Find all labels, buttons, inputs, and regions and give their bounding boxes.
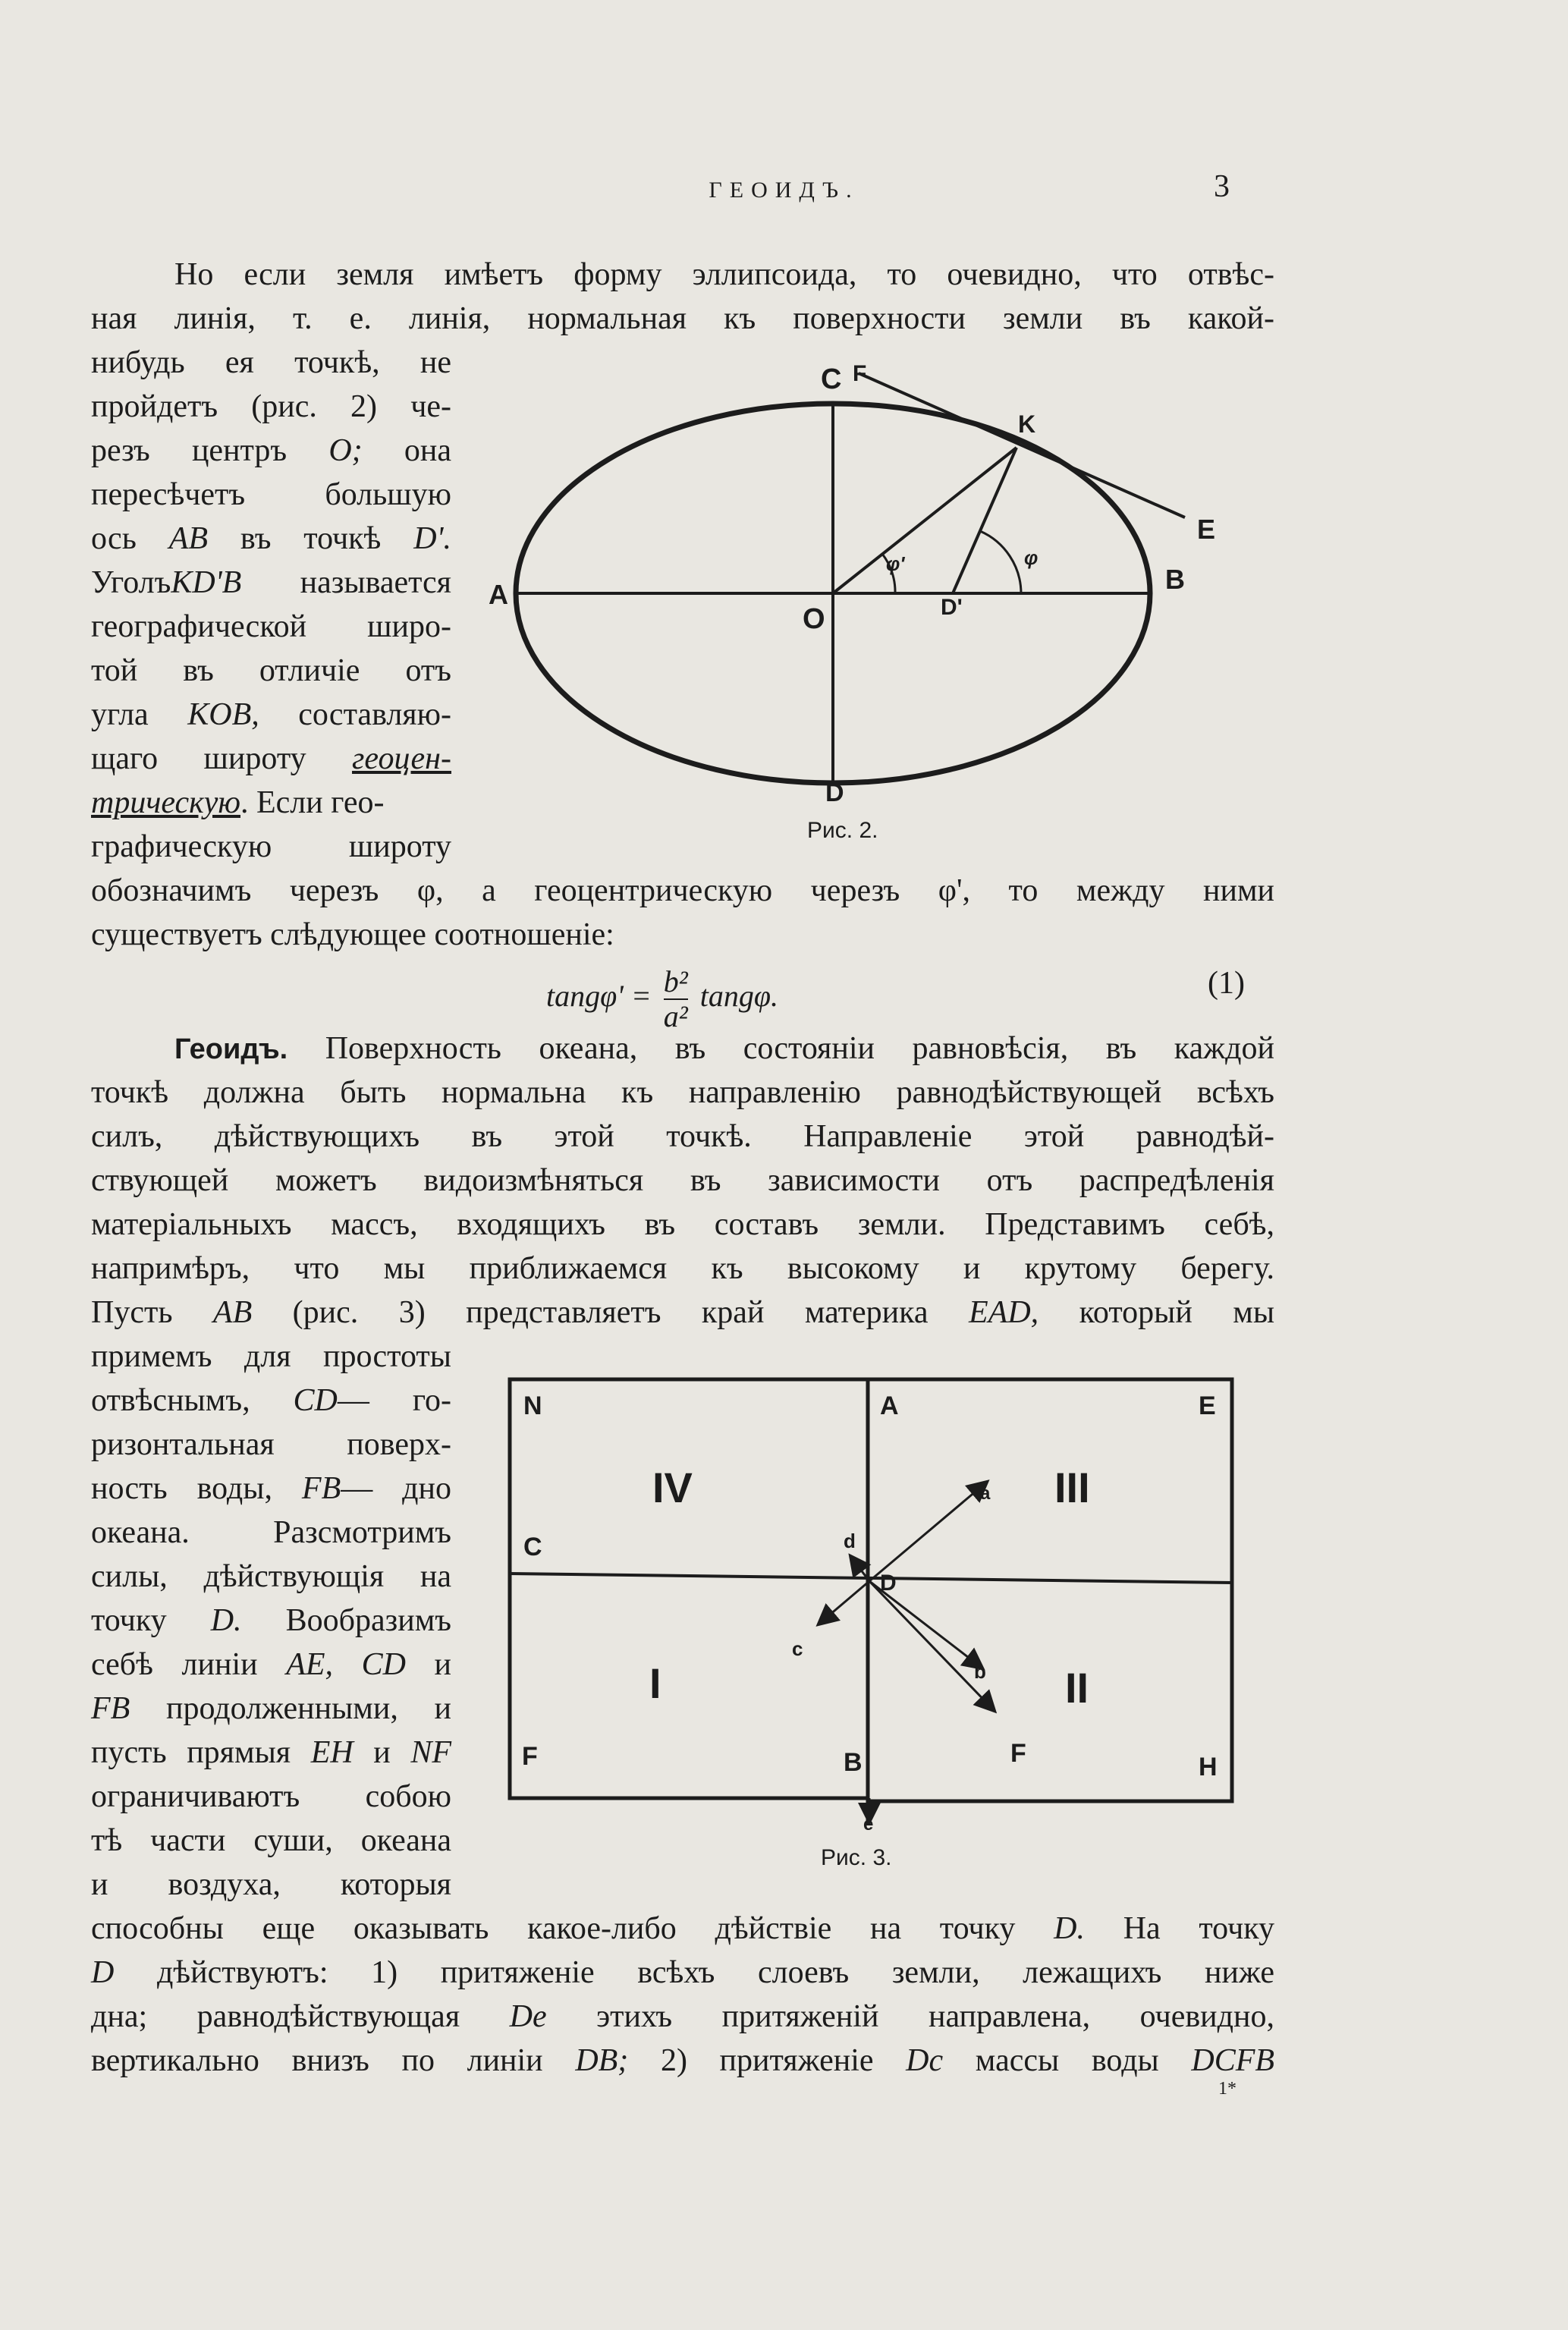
formula-denominator: a² [663,999,688,1033]
label-IV: IV [652,1464,693,1511]
text-span: этихъ притяженій направлена, очевидно, [596,1999,1274,2034]
symbol-DB: DB; [575,2043,629,2078]
text-span: ность воды, [91,1471,273,1506]
text-span: щаго широту [91,741,306,776]
text-line: той въ отличіе отъ [91,653,451,688]
text-span: угла [91,697,149,732]
signature-mark: 1* [1218,2079,1236,2099]
text-line: Но если земля имѣетъ форму эллипсоида, то очевидно, что отвѣс- [174,257,1274,292]
label-E: E [1199,1391,1216,1420]
symbol-NF: NF [410,1735,452,1770]
text-span: дна; равнодѣйствующая [91,1999,460,2034]
text-span: Вообразимъ [285,1603,452,1638]
text-line: и воздуха, которыя [91,1867,451,1902]
text-line: силы, дѣйствующія на [91,1559,451,1594]
label-O: O [803,603,825,635]
tangent-line [859,373,1185,517]
text-span: — дно [341,1471,451,1506]
text-span: Поверхность океана, въ состояніи равновѣсія, въ каждой [325,1031,1275,1066]
text-line: ствующей можетъ видоизмѣняться въ зависимости отъ распредѣленія [91,1163,1274,1198]
text-span: . Если гео- [240,785,385,820]
text-span: вертикально внизъ по линіи [91,2043,543,2078]
text-line [91,1293,1274,1332]
text-span: она [404,433,451,468]
text-span: называется [300,565,451,600]
label-c: c [792,1637,803,1660]
italic-term: геоцен- [352,741,451,776]
formula-fraction [664,965,688,1033]
italic-term: трическую [91,785,240,820]
text-line: примемъ для простоты [91,1339,451,1374]
symbol-EAD: EAD, [969,1295,1039,1330]
text-line [174,1029,1274,1069]
arrow-Dc [819,1581,869,1624]
text-line: нибудь ея точкѣ, не [91,345,451,380]
label-b: b [974,1660,986,1683]
label-D: D [880,1571,897,1596]
text-span: который мы [1079,1295,1275,1330]
normal-KD [953,448,1017,593]
text-line: ограничиваютъ собою [91,1779,451,1814]
symbol-Dc: Dc [906,2043,944,2078]
text-span: массы воды [975,2043,1159,2078]
symbol-CD: CD [293,1383,338,1418]
text-line: пройдетъ (рис. 2) че- [91,389,451,424]
text-line: силъ, дѣйствующихъ въ этой точкѣ. Направленіе этой равнодѣй- [91,1119,1274,1154]
text-line: пересѣчетъ большую [91,477,451,512]
label-K: K [1018,410,1036,438]
page-number: 3 [1214,169,1230,204]
text-line: ная линія, т. е. линія, нормальная къ поверхности земли въ какой- [91,301,1274,336]
symbol-KOB: KOB, [187,697,259,732]
text-line [91,1909,1274,1948]
symbol-D: D. [210,1603,242,1638]
text-line: океана. Разсмотримъ [91,1515,451,1550]
label-H: H [1199,1753,1218,1781]
angle-arc-phi [980,531,1021,593]
label-D-prime: D' [941,595,963,620]
text-span: отвѣснымъ, [91,1383,250,1418]
label-II: II [1065,1664,1089,1712]
text-span: (рис. 3) представляетъ край материка [292,1295,929,1330]
text-span: 2) притяженіе [660,2043,874,2078]
text-line [91,431,451,470]
label-I: I [649,1659,661,1707]
equation-number: (1) [1208,966,1245,1001]
symbol-EH: EH [310,1735,354,1770]
symbol-KDB: KD'B [171,565,242,600]
symbol-AE: AE, [286,1647,333,1682]
text-span: резъ центръ [91,433,288,468]
text-line: матеріальныхъ массъ, входящихъ въ составъ земли. Представимъ себѣ, [91,1207,1274,1242]
formula-rhs: tangφ. [699,979,779,1014]
text-line [91,1381,451,1420]
label-A: A [880,1391,899,1420]
symbol-D: D [91,1955,115,1990]
label-phi-prime: φ' [886,552,905,575]
label-phi: φ [1024,546,1039,569]
label-F: F [1010,1739,1026,1768]
text-span: На точку [1123,1911,1275,1946]
text-line: графическую широту [91,829,451,864]
text-line [91,1733,451,1772]
formula-1 [546,965,778,1033]
text-line [91,2041,1274,2080]
figure-3-forces-diagram [501,1366,1259,1836]
symbol-FB: FB [301,1471,341,1506]
text-span: Уголъ [91,565,171,600]
text-span: способны еще оказывать какое-либо дѣйствіе на точку [91,1911,1016,1946]
symbol-AB: AB [212,1295,253,1330]
text-span: Пусть [91,1295,173,1330]
symbol-AB: AB [168,521,209,556]
label-III: III [1054,1464,1090,1511]
formula-numerator: b² [663,964,688,998]
text-line [91,1645,451,1684]
text-line [91,1997,1274,2036]
label-C: C [523,1533,542,1561]
label-B: B [1165,564,1185,595]
text-span: — го- [337,1383,452,1418]
text-line [91,1953,1274,1992]
label-e: e [863,1814,874,1835]
text-line [91,783,385,822]
label-C: C [821,363,842,395]
label-N: N [523,1391,542,1420]
symbol-FB: FB [91,1691,130,1726]
label-D: D [825,778,844,807]
label-A: A [489,579,508,610]
text-span: себѣ линіи [91,1647,258,1682]
arrow-DF [869,1581,994,1710]
figure-2-ellipse-diagram [470,341,1259,812]
text-span: и [434,1647,451,1682]
frame-right [868,1379,1232,1801]
symbol-DCFB: DCFB [1191,2043,1275,2078]
text-span: точку [91,1603,167,1638]
running-title: ГЕОИДЪ. [709,178,859,203]
symbol-D: D. [1054,1911,1085,1946]
text-span: и [373,1735,391,1770]
text-line [91,563,451,602]
text-span: ось [91,521,137,556]
text-span: дѣйствуютъ: 1) притяженіе всѣхъ слоевъ земли, лежащихъ ниже [156,1955,1275,1990]
figure-3-caption: Рис. 3. [821,1845,892,1870]
section-heading: Геоидъ. [174,1033,288,1065]
text-line: географической широ- [91,609,451,644]
text-span: продолженными, и [165,1691,451,1726]
symbol-O: O; [328,433,363,468]
symbol-D-prime: D'. [413,521,452,556]
text-span: пусть прямыя [91,1735,291,1770]
text-span: составляю- [298,697,451,732]
label-B: B [844,1748,863,1777]
text-line: тѣ части суши, океана [91,1823,451,1858]
text-line: обозначимъ черезъ φ, а геоцентрическую черезъ φ', то между ними [91,873,1274,908]
label-a: a [980,1483,991,1504]
radius-OK [833,448,1017,593]
text-span: въ точкѣ [240,521,382,556]
symbol-De: De [509,1999,547,2034]
text-line [91,1469,451,1508]
figure-2-caption: Рис. 2. [807,818,878,843]
label-F: F [853,361,867,386]
text-line: точкѣ должна быть нормальна къ направленію равнодѣйствующей всѣхъ [91,1075,1274,1110]
text-line [91,519,451,558]
text-line: существуетъ слѣдующее соотношеніе: [91,917,614,952]
arrow-Da [869,1483,986,1581]
label-F: F [522,1742,538,1771]
text-line [91,1601,451,1640]
text-line [91,739,451,778]
text-line: напримѣръ, что мы приближаемся къ высокому и крутому берегу. [91,1251,1274,1286]
frame-left [510,1379,868,1798]
formula-lhs: tangφ' = [546,979,652,1014]
label-d: d [844,1530,856,1552]
label-E: E [1197,514,1216,545]
text-line [91,695,451,734]
text-line: ризонтальная поверх- [91,1427,451,1462]
text-line [91,1689,451,1728]
symbol-CD: CD [361,1647,406,1682]
